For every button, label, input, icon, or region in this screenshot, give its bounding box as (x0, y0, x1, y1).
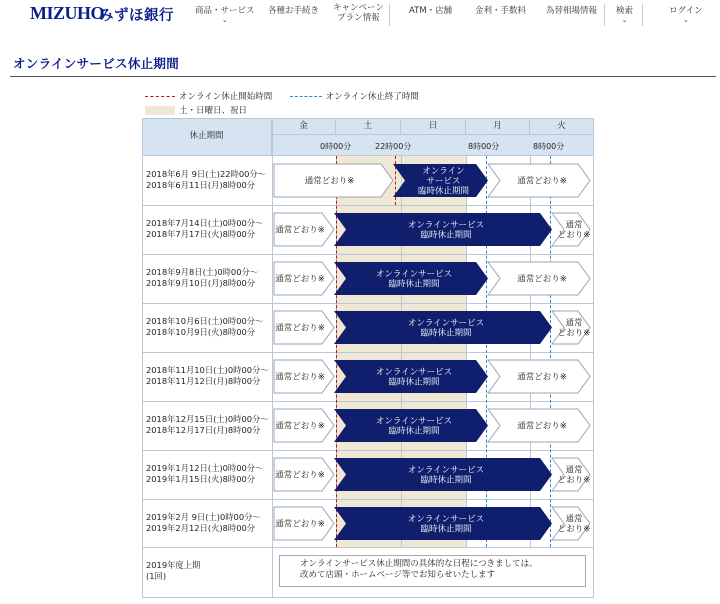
closed-period-label: オンラインサービス臨時休止期間 (375, 367, 453, 388)
period-label: 2018年6月 9日(土)22時00分～ 2018年6月11日(月)8時00分 (146, 169, 266, 190)
closed-period-label: オンラインサービス臨時休止期間 (407, 318, 485, 339)
title-divider (10, 76, 716, 77)
period-label: 2018年9月8日(土)0時00分～ 2018年9月10日(月)8時00分 (146, 267, 259, 288)
suspension-schedule-table (142, 118, 594, 598)
closed-period-label: オンラインサービス臨時休止期間 (407, 465, 485, 486)
red-dashed-line-swatch (145, 96, 175, 97)
legend-start-line (145, 90, 419, 102)
nav-divider (389, 4, 390, 26)
note-line: オンラインサービス休止期間の具体的な日程につきましては、 (300, 559, 538, 569)
normal-service-label: 通常どおり※ (557, 514, 591, 535)
period-label: 2018年11月10日(土)0時00分～ 2018年11月12日(月)8時00分 (146, 365, 269, 386)
normal-service-label: 通常どおり※ (275, 519, 325, 530)
header-day-tue: 火 (530, 118, 594, 135)
schedule-arrows (142, 118, 594, 598)
legend-weekend (145, 104, 247, 116)
nav-label: ログイン (669, 6, 703, 16)
nav-label: 商品・サービス (195, 6, 255, 16)
normal-service-label: 通常どおり※ (304, 176, 355, 187)
nav-procedures[interactable] (268, 6, 319, 16)
time-label: 8時00分 (468, 142, 500, 151)
mizuho-logo[interactable]: MIZUHO (30, 3, 105, 23)
period-label: 2019年度上期 (1回) (146, 560, 201, 581)
chevron-down-icon: ⌄ (621, 16, 628, 24)
closed-period-label: オンラインサービス臨時休止期間 (375, 269, 453, 290)
note-line: 改めて店頭・ホームページ等でお知らせいたします (300, 570, 496, 580)
nav-exchange-rates[interactable] (546, 6, 597, 16)
normal-service-label: 通常どおり※ (557, 220, 591, 241)
period-label: 2018年10月6日(土)0時00分～ 2018年10月9日(火)8時00分 (146, 316, 264, 337)
weekend-swatch (145, 106, 175, 115)
normal-service-label: 通常どおり※ (557, 465, 591, 486)
mizuho-bank-wordmark[interactable]: みずほ銀行 (99, 8, 174, 24)
closed-period-label: オンラインサービス臨時休止期間 (417, 166, 470, 197)
period-label: 2019年1月12日(土)0時00分～ 2019年1月15日(火)8時00分 (146, 463, 264, 484)
nav-label: 為替相場情報 (546, 6, 598, 16)
normal-service-label: 通常どおり※ (275, 225, 325, 236)
nav-label: 各種お手続き (268, 6, 320, 16)
normal-service-label: 通常どおり※ (275, 323, 325, 334)
normal-service-label: 通常どおり※ (275, 274, 325, 285)
time-label: 8時00分 (533, 142, 565, 151)
normal-service-label: 通常どおり※ (275, 372, 325, 383)
normal-service-label: 通常どおり※ (517, 274, 567, 285)
nav-login[interactable] (669, 6, 703, 24)
normal-service-label: 通常どおり※ (517, 372, 567, 383)
period-label: 2019年2月 9日(土)0時00分～ 2019年2月12日(火)8時00分 (146, 512, 261, 533)
nav-divider (642, 4, 643, 26)
header-period: 休止期間 (142, 118, 272, 156)
normal-service-label: 通常どおり※ (517, 176, 567, 187)
period-label: 2018年12月15日(土)0時00分～ 2018年12月17日(月)8時00分 (146, 414, 269, 435)
future-schedule-note (279, 555, 586, 587)
closed-period-label: オンラインサービス臨時休止期間 (407, 514, 485, 535)
header-day-mon: 月 (466, 118, 530, 135)
nav-label: 検索 (616, 6, 634, 16)
normal-service-label: 通常どおり※ (275, 470, 325, 481)
closed-period-label: オンラインサービス臨時休止期間 (375, 416, 453, 437)
blue-dashed-line-swatch (290, 96, 322, 97)
chevron-down-icon: ⌄ (682, 16, 689, 24)
nav-label: 金利・手数料 (475, 6, 527, 16)
header-day-sun: 日 (401, 118, 466, 135)
normal-service-label: 通常どおり※ (557, 318, 591, 339)
nav-divider (604, 4, 605, 26)
nav-rates-fees[interactable] (475, 6, 526, 16)
nav-label: ATM・店舗 (409, 6, 453, 16)
nav-search[interactable] (616, 6, 633, 24)
time-label: 0時00分 (320, 142, 352, 151)
nav-campaign-plans[interactable] (333, 3, 384, 23)
page-title: オンラインサービス休止期間 (13, 56, 180, 71)
closed-period-label: オンラインサービス臨時休止期間 (407, 220, 485, 241)
nav-label: キャンペーン プラン情報 (333, 3, 384, 23)
header-day-fri: 金 (272, 118, 336, 135)
nav-products-services[interactable] (195, 6, 255, 24)
normal-service-label: 通常どおり※ (275, 421, 325, 432)
time-label: 22時00分 (375, 142, 412, 151)
header-day-sat: 土 (336, 118, 401, 135)
normal-service-label: 通常どおり※ (517, 421, 567, 432)
legend-weekend-label: 土・日曜日、祝日 (179, 106, 248, 116)
nav-atm-branches[interactable] (409, 6, 452, 16)
chevron-down-icon: ⌄ (221, 16, 228, 24)
legend-start-label: オンライン休止開始時間 (179, 92, 273, 102)
legend-end-label: オンライン休止終了時間 (325, 92, 419, 102)
period-label: 2018年7月14日(土)0時00分～ 2018年7月17日(火)8時00分 (146, 218, 264, 239)
site-header (0, 0, 720, 34)
